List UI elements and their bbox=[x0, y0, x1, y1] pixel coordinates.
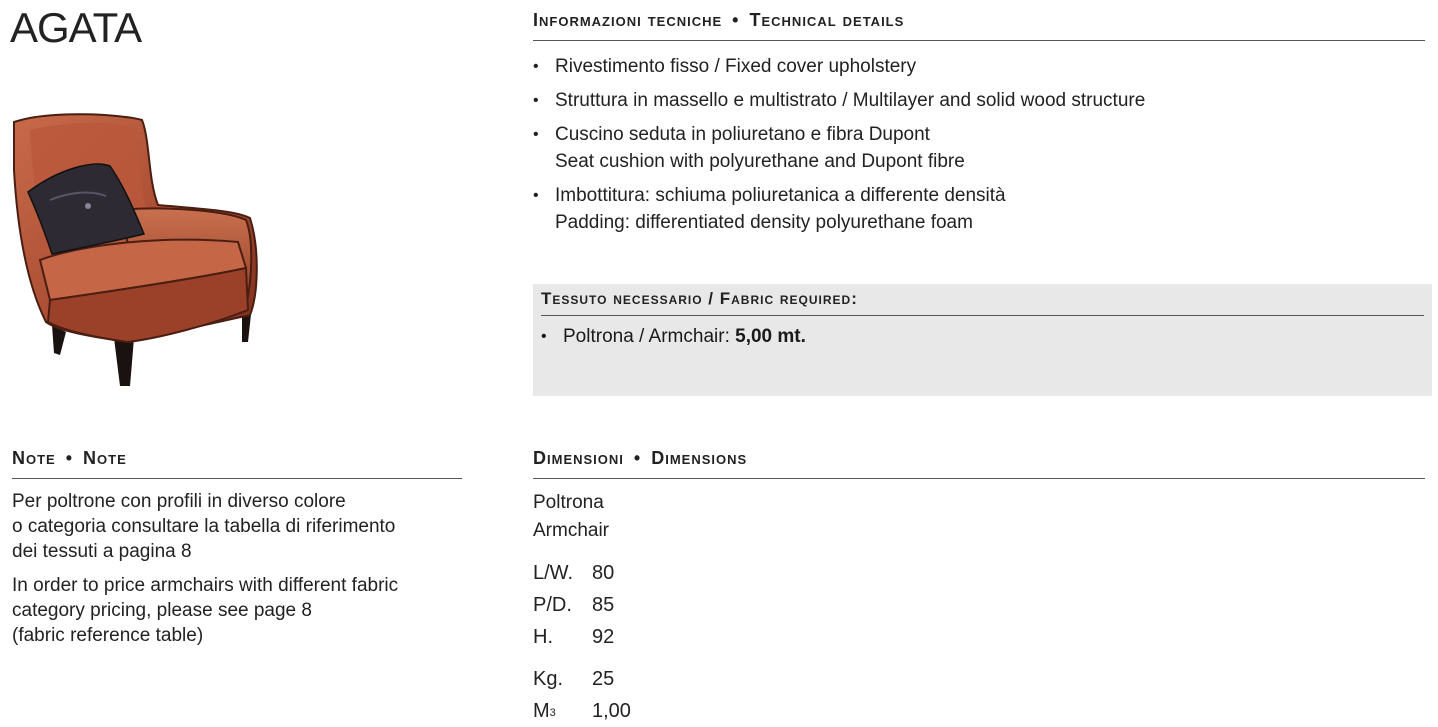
item-text-en: Padding: differentiated density polyurethane foam bbox=[555, 212, 973, 233]
dimension-row-volume bbox=[533, 695, 1425, 727]
separator-dot: • bbox=[633, 448, 642, 468]
dimension-value: 80 bbox=[592, 562, 615, 584]
technical-details-heading bbox=[533, 10, 1425, 41]
dimension-value: 92 bbox=[592, 626, 615, 648]
item-text: Rivestimento fisso / Fixed cover upholstery bbox=[555, 56, 917, 77]
note-heading-en: Note bbox=[83, 448, 127, 468]
spacer bbox=[533, 653, 1425, 663]
armchair-illustration bbox=[10, 110, 262, 395]
volume-value: 1,00 bbox=[592, 700, 631, 722]
item-text: Struttura in massello e multistrato / Multilayer and solid wood structure bbox=[555, 90, 1146, 111]
note-section bbox=[12, 448, 462, 648]
item-text: Cuscino seduta in poliuretano e fibra Dupont bbox=[555, 124, 930, 145]
fabric-required-box bbox=[533, 284, 1432, 396]
product-type-en: Armchair bbox=[533, 520, 610, 541]
dimension-label: H. bbox=[533, 626, 553, 648]
armchair-image bbox=[10, 110, 262, 395]
dimension-row-height bbox=[533, 621, 1425, 653]
volume-label bbox=[533, 695, 592, 727]
technical-heading-en: Technical details bbox=[749, 10, 905, 30]
dimensions-product-type bbox=[533, 489, 1425, 545]
list-item bbox=[533, 182, 1425, 236]
product-type-it: Poltrona bbox=[533, 492, 604, 513]
dimension-row-depth bbox=[533, 589, 1425, 621]
dimension-value: 85 bbox=[592, 594, 615, 616]
note-heading-it: Note bbox=[12, 448, 56, 468]
technical-details-list bbox=[533, 53, 1425, 236]
fabric-item-label: Poltrona / Armchair: bbox=[563, 326, 730, 347]
dimension-row-weight bbox=[533, 663, 1425, 695]
fabric-item-value: 5,00 mt. bbox=[735, 326, 806, 347]
volume-exponent: 3 bbox=[549, 707, 556, 719]
list-item bbox=[533, 87, 1425, 114]
weight-label: Kg. bbox=[533, 668, 564, 690]
fabric-required-heading: Tessuto necessario / Fabric required: bbox=[541, 284, 1424, 316]
dimension-label: L/W. bbox=[533, 562, 574, 584]
technical-details-section bbox=[533, 10, 1425, 243]
dimensions-heading-it: Dimensioni bbox=[533, 448, 624, 468]
dimensions-table bbox=[533, 557, 1425, 727]
note-text-it: Per poltrone con profili in diverso colore o categoria consultare la tabella di riferimento dei tessuti a pagina 8 bbox=[12, 491, 396, 562]
weight-value: 25 bbox=[592, 668, 615, 690]
list-item bbox=[533, 53, 1425, 80]
product-title: AGATA bbox=[10, 4, 142, 51]
item-text: Imbottitura: schiuma poliuretanica a differente densità bbox=[555, 185, 1006, 206]
separator-dot: • bbox=[65, 448, 74, 468]
dimensions-section bbox=[533, 448, 1425, 727]
note-text-en: In order to price armchairs with different fabric category pricing, please see page 8 (fabric reference table) bbox=[12, 575, 399, 646]
fabric-required-item bbox=[541, 323, 1432, 350]
dimension-row-width bbox=[533, 557, 1425, 589]
separator-dot: • bbox=[732, 10, 740, 30]
list-item bbox=[533, 121, 1425, 175]
item-text-en: Seat cushion with polyurethane and Dupont fibre bbox=[555, 151, 965, 172]
technical-heading-it: Informazioni tecniche bbox=[533, 10, 723, 30]
volume-unit: M bbox=[533, 700, 550, 722]
note-heading bbox=[12, 448, 462, 479]
dimensions-heading bbox=[533, 448, 1425, 479]
dimensions-heading-en: Dimensions bbox=[651, 448, 748, 468]
dimension-label: P/D. bbox=[533, 594, 572, 616]
